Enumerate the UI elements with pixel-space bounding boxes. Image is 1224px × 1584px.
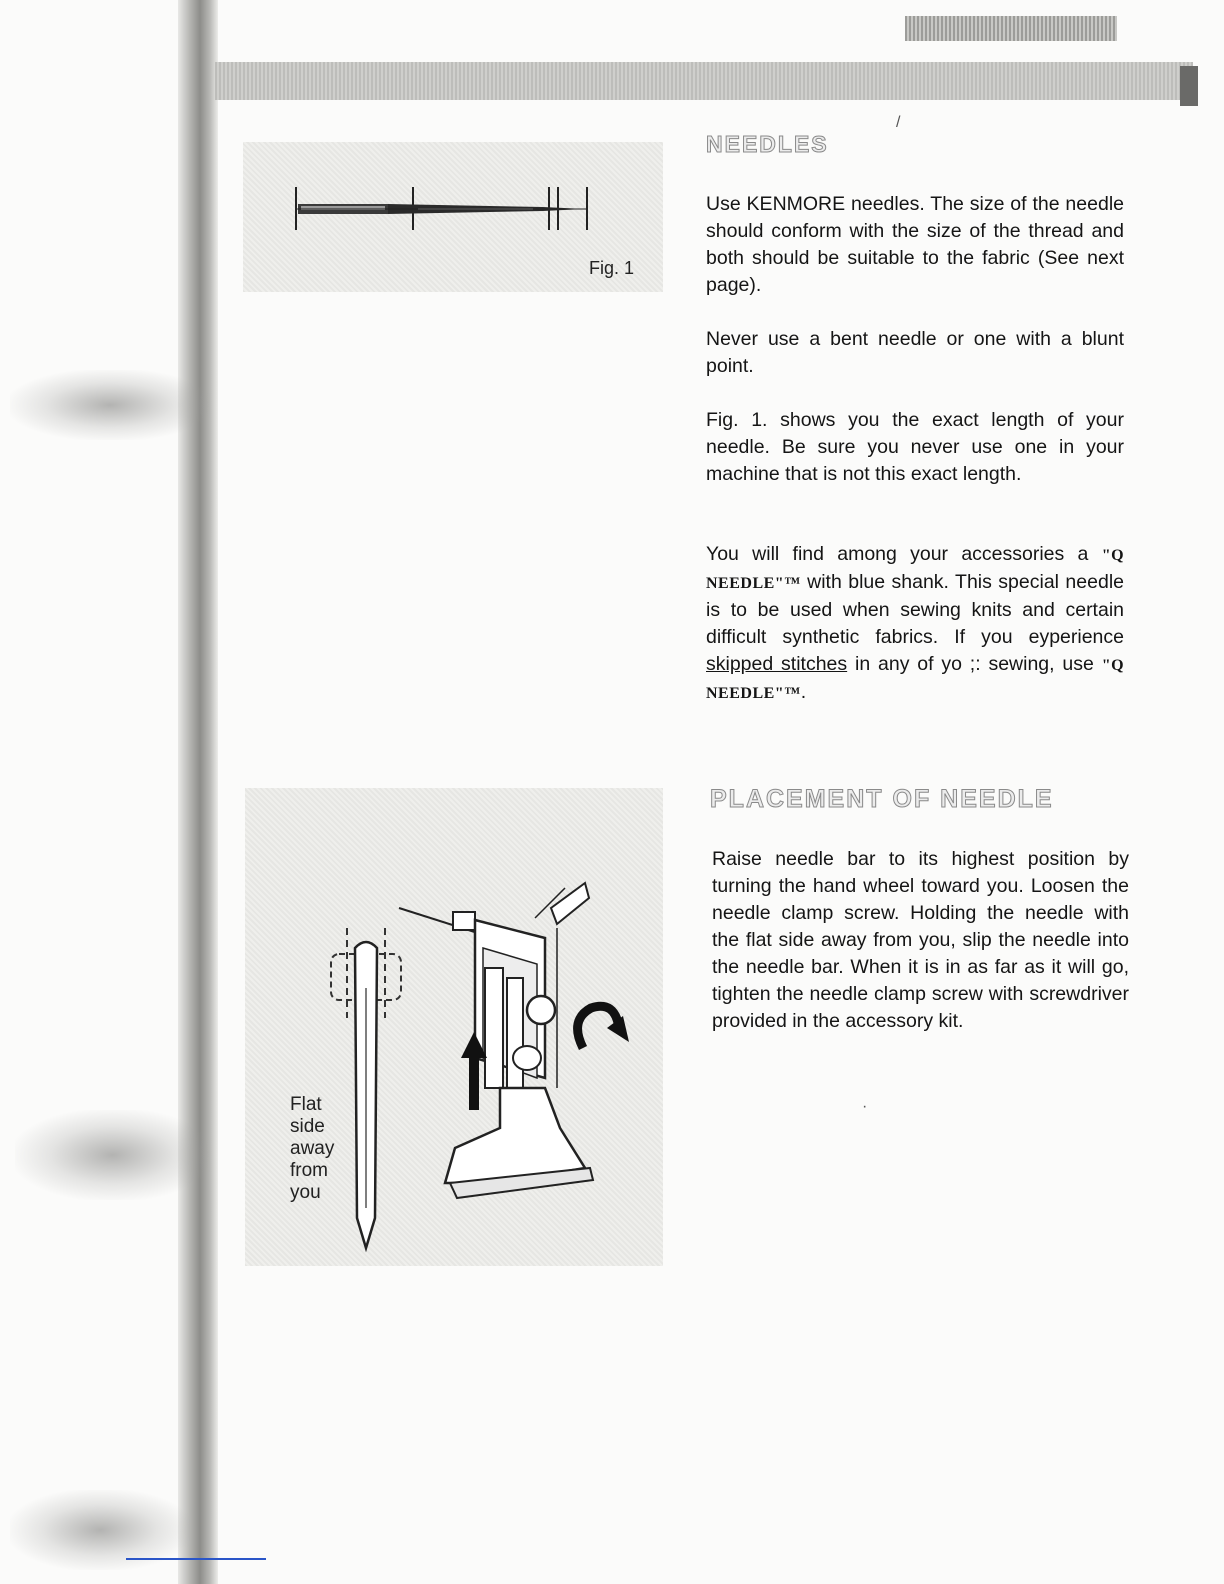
needles-paragraph-3: Fig. 1. shows you the exact length of your needle. Be sure you never use one in your machine that is not this exact length. bbox=[706, 409, 1124, 485]
stray-mark: / bbox=[896, 114, 901, 131]
q-needle-name: "Q NEEDLE"™ bbox=[706, 657, 1125, 702]
caption-line: side bbox=[290, 1116, 325, 1137]
header-band-end bbox=[1180, 66, 1198, 106]
p4-text: in any of yo ;: sewing, use bbox=[855, 653, 1094, 675]
needles-heading: NEEDLES bbox=[706, 131, 829, 157]
caption-line: away bbox=[290, 1138, 335, 1159]
scan-noise bbox=[10, 370, 210, 440]
placement-paragraph: Raise needle bar to its highest position by turning the hand wheel toward you. Loosen the needle clamp screw. Holding the needle with the flat side away from you, slip the needle into the needle bar. When it is in as far as it will go, tighten the needle clamp screw with screwdriver provided in the accessory kit. bbox=[712, 848, 1129, 1032]
caption-line: Flat bbox=[290, 1094, 322, 1115]
figure-1-panel bbox=[243, 142, 663, 292]
scan-noise bbox=[15, 1110, 210, 1200]
figure-2-panel bbox=[245, 788, 663, 1266]
corner-tab bbox=[905, 16, 1117, 41]
caption-line: you bbox=[290, 1182, 321, 1203]
p4-end: . bbox=[800, 681, 807, 703]
footer-rule bbox=[126, 1558, 266, 1560]
needles-paragraph-4 bbox=[706, 541, 1124, 707]
skipped-stitches-text: skipped stitches bbox=[706, 653, 848, 675]
placement-heading: PLACEMENT OF NEEDLE bbox=[710, 785, 1054, 813]
figure-1-label: Fig. 1 bbox=[589, 258, 635, 278]
flat-side-caption bbox=[290, 1094, 360, 1204]
caption-line: from bbox=[290, 1160, 328, 1181]
binding-spine bbox=[178, 0, 218, 1584]
needles-paragraph-1: Use KENMORE needles. The size of the needle should conform with the size of the thread and both should be suitable to the fabric (See next page). bbox=[706, 193, 1124, 296]
needles-paragraph-2: Never use a bent needle or one with a blunt point. bbox=[706, 328, 1124, 377]
p4-text: with blue shank. This special needle is to be used when sewing knits and certain difficult synthetic fabrics. If you eyperience bbox=[706, 571, 1124, 648]
stray-mark: · bbox=[862, 1098, 868, 1115]
header-band bbox=[215, 62, 1193, 100]
p4-text: You will find among your accessories a bbox=[706, 543, 1089, 565]
q-needle-name: "Q NEEDLE"™ bbox=[706, 547, 1125, 592]
